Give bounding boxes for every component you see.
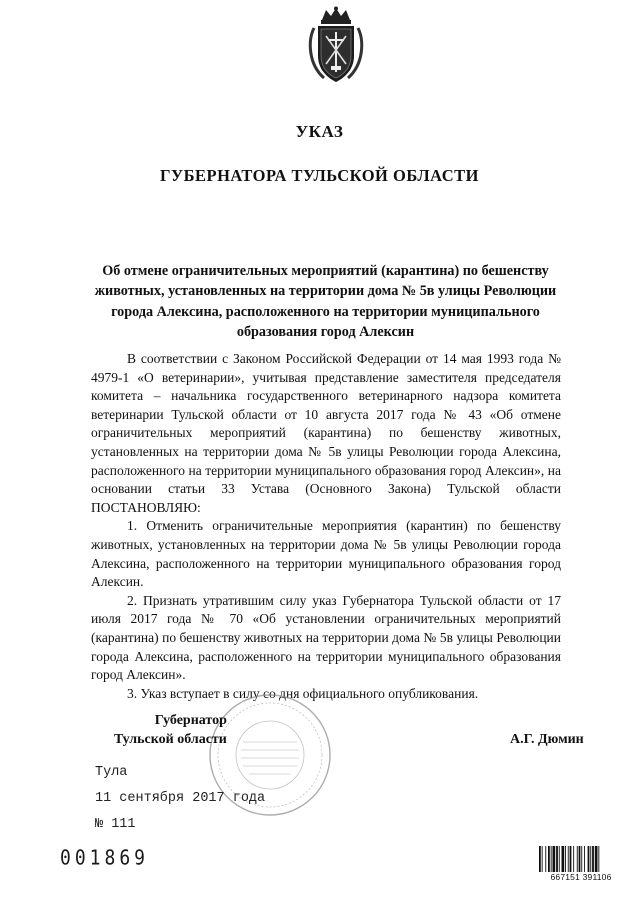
signatory-position: [114, 712, 227, 749]
decree-issuer: ГУБЕРНАТОРА ТУЛЬСКОЙ ОБЛАСТИ: [159, 166, 479, 185]
issue-date: 11 сентября 2017 года: [95, 791, 266, 806]
decree-body: [91, 350, 561, 703]
issue-city: Тула: [95, 765, 128, 780]
serial-number: 001869: [60, 846, 150, 871]
decree-number: № 111: [95, 817, 136, 832]
item-3-paragraph: 3. Указ вступает в силу со дня официального опубликования.: [127, 685, 479, 701]
barcode-number: 667151 391106: [538, 872, 624, 882]
signatory-name: А.Г. Дюмин: [510, 732, 584, 747]
tula-coat-of-arms-icon: [304, 6, 368, 86]
signatory-position-line1: Губернатор: [154, 713, 227, 728]
decree-subject: Об отмене ограничительных мероприятий (карантина) по бешенству животных, установленных на территории дома № 5в улицы Революции города Алексина, расположенного на территории муниципального образования город Алексин: [94, 263, 557, 341]
preamble-paragraph: В соответствии с Законом Российской Федерации от 14 мая 1993 года № 4979-1 «О ветеринарии», учитывая представление заместителя председателя комитета – начальника государственного ветеринарного надзора комитета ветеринарии Тульской области от 10 августа 2017 года № 43 «Об отмене ограничительных мероприятий (карантина) по бешенству животных, установленных на территории дома № 5в улицы Революции города Алексина, расположенного на территории муниципального образования город Алексин», на основании статьи 33 Устава (Основного Закона) Тульской области ПОСТАНОВЛЯЮ:: [91, 351, 561, 515]
decree-title: УКАЗ: [295, 122, 344, 141]
signatory-position-line2: Тульской области: [114, 731, 227, 747]
item-1-paragraph: 1. Отменить ограничительные мероприятия (карантин) по бешенству животных, установленных на территории дома № 5в улицы Революции города Алексина, расположенного на территории муниципального образования город Алексин.: [91, 518, 561, 590]
item-2-paragraph: 2. Признать утратившим силу указ Губернатора Тульской области от 17 июля 2017 года № 70 «Об установлении ограничительных мероприятий (карантина) по бешенству животных на территории дома № 5в улицы Революции города Алексина, расположенного на территории муниципального образования город Алексин».: [91, 592, 561, 683]
